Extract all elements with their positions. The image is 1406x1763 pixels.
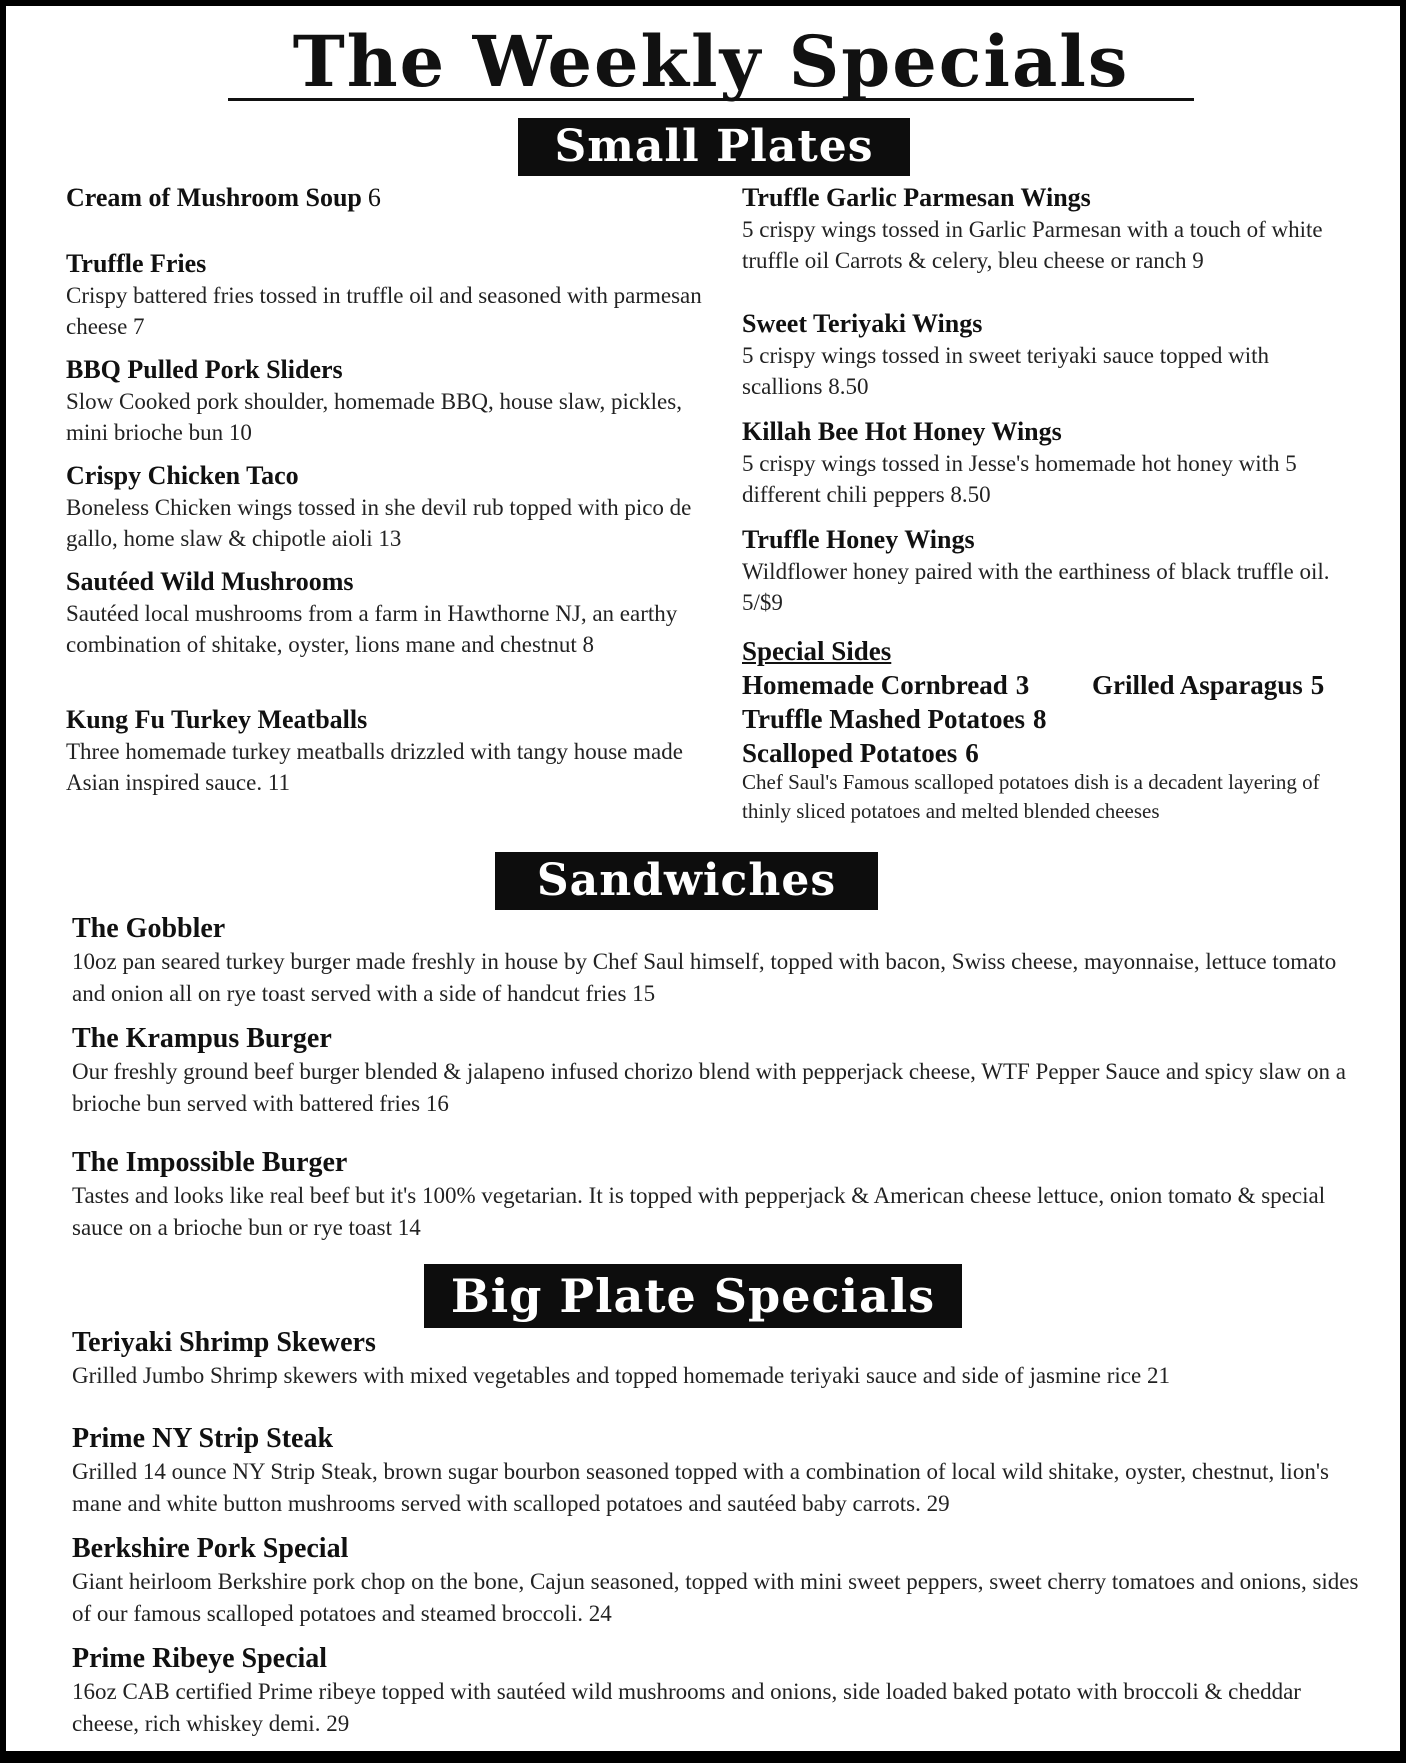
menu-item-kung-fu-turkey-meatballs	[66, 704, 726, 798]
menu-item-truffle-honey-wings	[742, 524, 1352, 618]
section-banner-big-plate-specials: Big Plate Specials	[424, 1264, 962, 1328]
item-name: Truffle Fries	[66, 249, 207, 278]
item-name: The Krampus Burger	[72, 1023, 332, 1054]
item-description: Slow Cooked pork shoulder, homemade BBQ, house slaw, pickles, mini brioche bun 10	[66, 389, 682, 445]
menu-item-sweet-teriyaki-wings	[742, 308, 1352, 402]
section-banner-sandwiches: Sandwiches	[495, 852, 878, 910]
side-price: 3	[1015, 670, 1030, 700]
item-description: Boneless Chicken wings tossed in she devil rub topped with pico de gallo, home slaw & chipotle aioli 13	[66, 495, 692, 551]
item-name: Cream of Mushroom Soup 6	[66, 183, 381, 212]
item-description: Crispy battered fries tossed in truffle oil and seasoned with parmesan cheese 7	[66, 283, 702, 339]
item-description: Our freshly ground beef burger blended & jalapeno infused chorizo blend with pepperjack cheese, WTF Pepper Sauce and spicy slaw on a brioche bun served with battered fries 16	[72, 1059, 1346, 1116]
item-name: Sweet Teriyaki Wings	[742, 309, 983, 338]
item-name: Berkshire Pork Special	[72, 1533, 349, 1564]
item-name: The Impossible Burger	[72, 1147, 348, 1178]
item-name: Prime NY Strip Steak	[72, 1423, 334, 1454]
menu-item-cream-of-mushroom-soup	[66, 182, 726, 214]
menu-item-prime-ny-strip-steak	[72, 1422, 1362, 1520]
item-description: 5 crispy wings tossed in Jesse's homemade hot honey with 5 different chili peppers 8.50	[742, 451, 1297, 507]
item-description: 5 crispy wings tossed in sweet teriyaki sauce topped with scallions 8.50	[742, 343, 1269, 399]
side-name: Grilled Asparagus	[1092, 670, 1303, 700]
side-scalloped-potatoes	[742, 736, 979, 770]
side-name: Scalloped Potatoes	[742, 738, 958, 768]
item-name: Truffle Honey Wings	[742, 525, 975, 554]
item-description: Three homemade turkey meatballs drizzled with tangy house made Asian inspired sauce. 11	[66, 739, 683, 795]
menu-page	[6, 6, 1400, 1751]
menu-title-text: The Weekly Specials	[292, 20, 1130, 103]
side-name: Truffle Mashed Potatoes	[742, 704, 1025, 734]
item-name: Crispy Chicken Taco	[66, 461, 299, 490]
scalloped-potatoes-description: Chef Saul's Famous scalloped potatoes dish is a decadent layering of thinly sliced potatoes and melted blended cheeses	[742, 770, 1320, 823]
item-description: Giant heirloom Berkshire pork chop on the bone, Cajun seasoned, topped with mini sweet peppers, sweet cherry tomatoes and onions, sides of our famous scalloped potatoes and steamed broccoli. 24	[72, 1569, 1359, 1626]
menu-title	[228, 20, 1194, 103]
menu-item-truffle-fries	[66, 248, 726, 342]
side-name: Homemade Cornbread	[742, 670, 1008, 700]
item-name: Kung Fu Turkey Meatballs	[66, 705, 368, 734]
side-homemade-cornbread	[742, 668, 1029, 702]
item-name: BBQ Pulled Pork Sliders	[66, 355, 343, 384]
menu-item-teriyaki-shrimp-skewers	[72, 1326, 1362, 1392]
menu-item-truffle-garlic-parmesan-wings	[742, 182, 1352, 276]
item-description: 16oz CAB certified Prime ribeye topped with sautéed wild mushrooms and onions, side loaded baked potato with broccoli & cheddar cheese, rich whiskey demi. 29	[72, 1679, 1301, 1736]
section-banner-small-plates: Small Plates	[518, 118, 910, 176]
menu-item-crispy-chicken-taco	[66, 460, 726, 554]
item-description: Grilled Jumbo Shrimp skewers with mixed vegetables and topped homemade teriyaki sauce and side of jasmine rice 21	[72, 1363, 1170, 1388]
item-name: Truffle Garlic Parmesan Wings	[742, 183, 1091, 212]
menu-item-killah-bee-hot-honey-wings	[742, 416, 1352, 510]
item-name: Sautéed Wild Mushrooms	[66, 567, 354, 596]
menu-item-the-krampus-burger	[72, 1022, 1362, 1120]
side-price: 5	[1310, 670, 1325, 700]
item-name: Killah Bee Hot Honey Wings	[742, 417, 1062, 446]
item-description: Wildflower honey paired with the earthiness of black truffle oil. 5/$9	[742, 559, 1330, 615]
item-description: 5 crispy wings tossed in Garlic Parmesan with a touch of white truffle oil Carrots & celery, bleu cheese or ranch 9	[742, 217, 1323, 273]
item-name: Teriyaki Shrimp Skewers	[72, 1327, 376, 1358]
item-description: Sautéed local mushrooms from a farm in Hawthorne NJ, an earthy combination of shitake, oyster, lions mane and chestnut 8	[66, 601, 678, 657]
menu-item-berkshire-pork-special	[72, 1532, 1362, 1630]
item-description: Tastes and looks like real beef but it's 100% vegetarian. It is topped with pepperjack & American cheese lettuce, onion tomato & special sauce on a brioche bun or rye toast 14	[72, 1183, 1326, 1240]
menu-item-the-impossible-burger	[72, 1146, 1362, 1244]
menu-item-the-gobbler	[72, 912, 1362, 1010]
side-price: 8	[1032, 704, 1047, 734]
side-truffle-mashed-potatoes	[742, 702, 1046, 736]
menu-item-prime-ribeye-special	[72, 1642, 1362, 1740]
item-name: Prime Ribeye Special	[72, 1643, 328, 1674]
item-description: 10oz pan seared turkey burger made freshly in house by Chef Saul himself, topped with bacon, Swiss cheese, mayonnaise, lettuce tomato and onion all on rye toast served with a side of handcut fries 15	[72, 949, 1337, 1006]
menu-item-sauteed-wild-mushrooms	[66, 566, 726, 660]
item-description: Grilled 14 ounce NY Strip Steak, brown sugar bourbon seasoned topped with a combination of local wild shitake, oyster, chestnut, lion's mane and white button mushrooms served with scalloped potatoes and sautéed baby carrots. 29	[72, 1459, 1329, 1516]
item-name: The Gobbler	[72, 913, 226, 944]
special-sides-heading: Special Sides	[742, 636, 892, 666]
item-price: 6	[367, 183, 381, 212]
menu-item-bbq-pulled-pork-sliders	[66, 354, 726, 448]
side-price: 6	[965, 738, 979, 768]
side-grilled-asparagus	[1092, 668, 1324, 702]
